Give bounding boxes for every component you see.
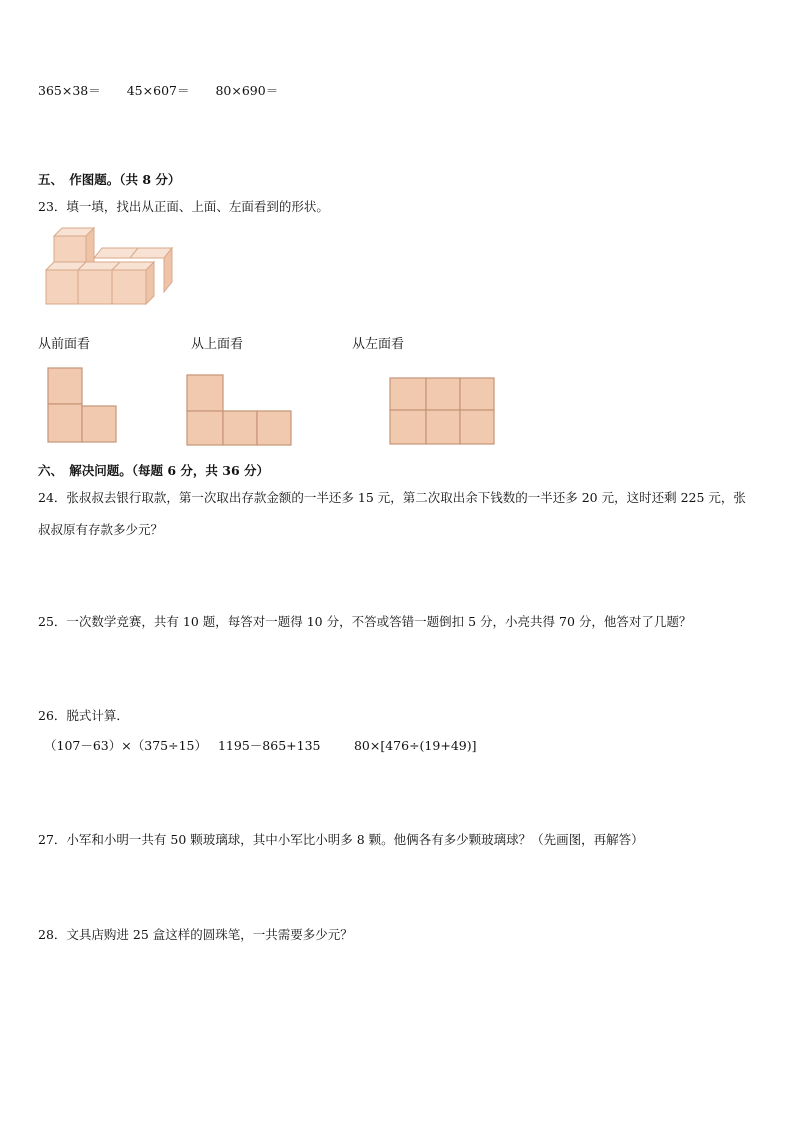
question-24: 24．张叔叔去银行取款，第一次取出存款金额的一半还多 15 元，第二次取出余下钱数的一半还多 20 元，这时还剩 225 元，张叔叔原有存款多少元？: [38, 490, 746, 537]
question-23: 23．填一填，找出从正面、上面、左面看到的形状。: [38, 199, 329, 214]
left-view-figure: [388, 376, 498, 448]
expression-1: （107－63）×（375÷15）: [44, 738, 207, 753]
question-28: 28．文具店购进 25 盒这样的圆珠笔，一共需要多少元？: [38, 927, 353, 942]
calc-item: 80×690＝: [215, 83, 279, 98]
question-26-expressions: [44, 737, 476, 755]
calc-item: 365×38＝: [38, 83, 101, 98]
section-six-title: 六、 解决问题。（每题 6 分，共 36 分）: [38, 463, 270, 478]
calc-item: 45×607＝: [126, 83, 190, 98]
question-26: 26．脱式计算．: [38, 708, 129, 723]
question-27: 27．小军和小明一共有 50 颗玻璃球，其中小军比小明多 8 颗。他俩各有多少颗玻璃球？（先画图，再解答）: [38, 832, 644, 847]
top-view-figure: [185, 373, 295, 449]
cube-stack-figure: [40, 226, 175, 321]
front-view-figure: [46, 366, 120, 446]
calc-line: [38, 82, 300, 100]
label-left-view: 从左面看: [352, 337, 405, 352]
expression-2: 1195－865+135: [217, 738, 321, 753]
section-five-title: 五、 作图题。（共 8 分）: [38, 172, 181, 187]
expression-3: 80×[476÷(19+49)]: [353, 738, 477, 753]
question-25: 25．一次数学竞赛，共有 10 题，每答对一题得 10 分，不答或答错一题倒扣 5 分，小亮共得 70 分，他答对了几题？: [38, 614, 692, 629]
label-top-view: 从上面看: [191, 337, 244, 352]
label-front-view: 从前面看: [38, 337, 91, 352]
